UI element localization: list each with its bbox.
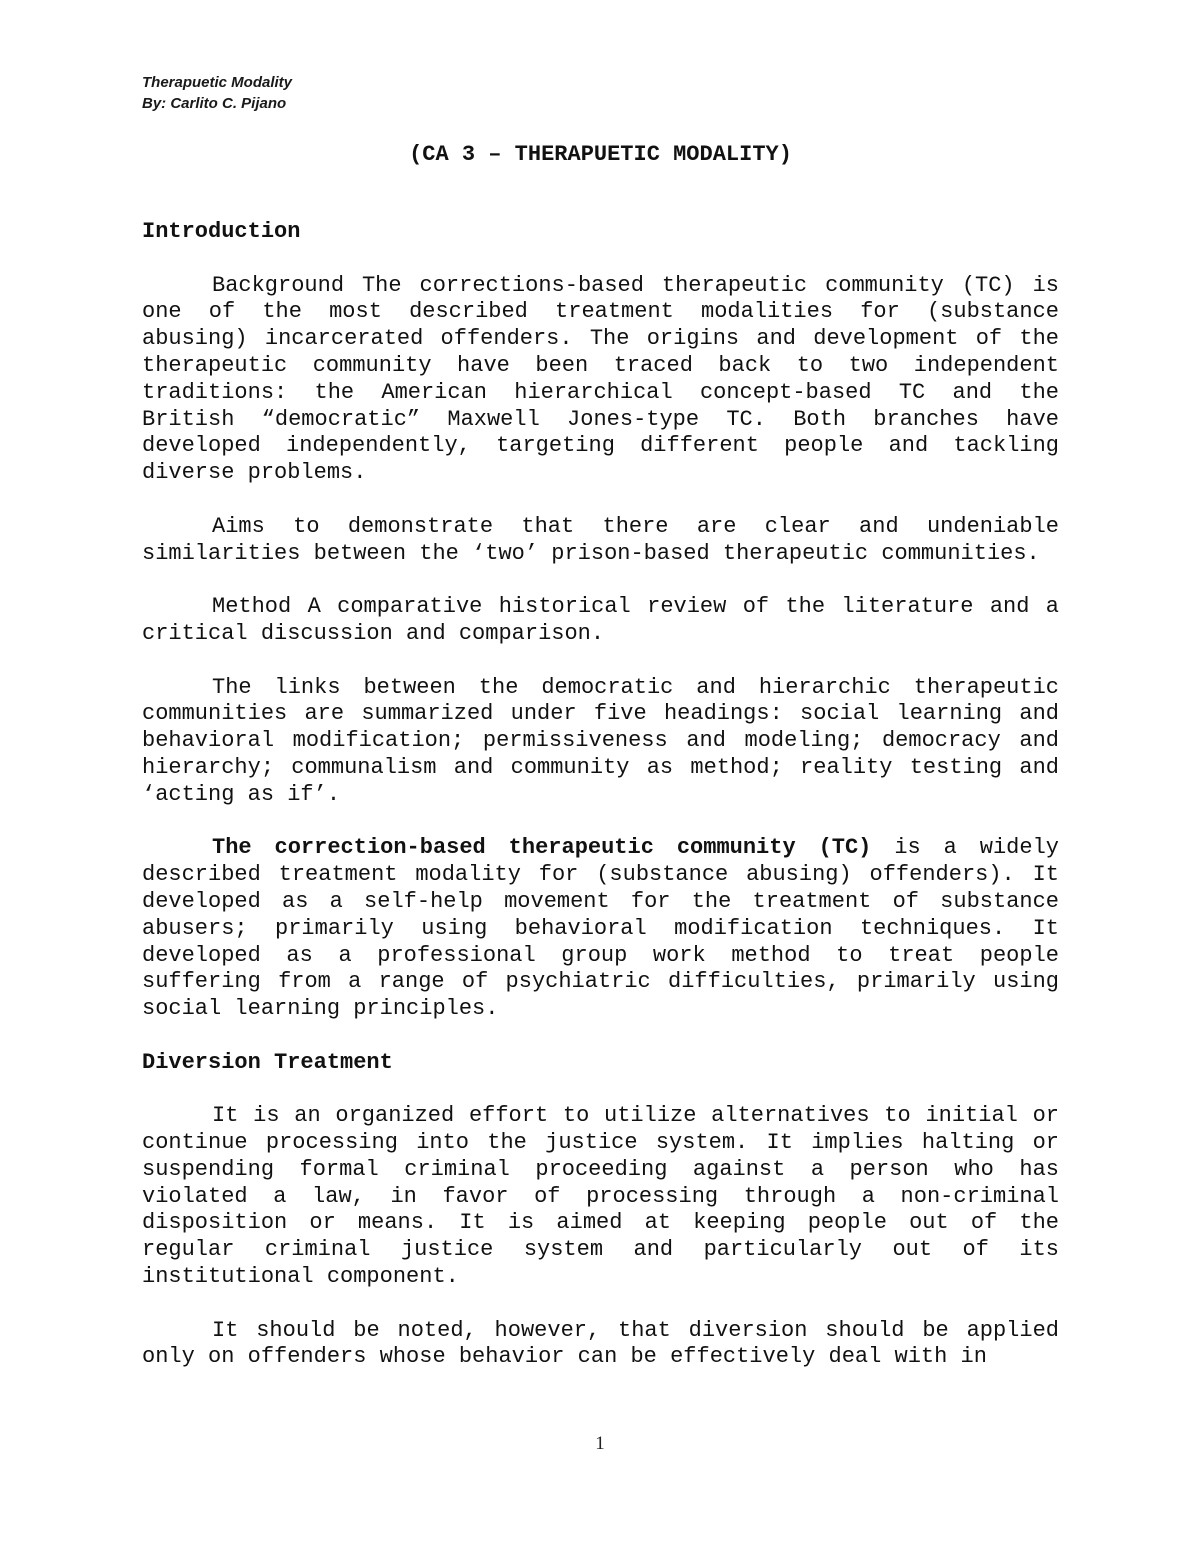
- paragraph-method: Method A comparative historical review of the literature and a critical discussion and comparison.: [142, 594, 1059, 646]
- document-body: [142, 139, 1059, 1371]
- term-correction-based-tc: The correction-based therapeutic community (TC): [212, 835, 872, 861]
- page-number: 1: [595, 1433, 605, 1454]
- paragraph-background: Background The corrections-based therapeutic community (TC) is one of the most described treatment modalities for (substance abusing) incarcerated offenders. The origins and development of the therapeutic community have been traced back to two independent traditions: the American hierarchical concept-based TC and the British “democratic” Maxwell Jones-type TC. Both branches have developed independently, targeting different people and tackling diverse problems.: [142, 272, 1059, 486]
- paragraph-diversion-definition: It is an organized effort to utilize alternatives to initial or continue processing into the justice system. It implies halting or suspending formal criminal proceeding against a person who has violated a law, in favor of processing through a non-criminal disposition or means. It is aimed at keeping people out of the regular criminal justice system and particularly out of its institutional component.: [142, 1103, 1059, 1290]
- document-title: (CA 3 – THERAPUETIC MODALITY): [409, 142, 792, 167]
- running-header: [142, 72, 292, 114]
- section-heading-diversion: Diversion Treatment: [142, 1049, 393, 1075]
- section-heading-introduction: Introduction: [142, 219, 301, 244]
- paragraph-aims: Aims to demonstrate that there are clear and undeniable similarities between the ‘two’ prison-based therapeutic communities.: [142, 513, 1059, 566]
- paragraph-diversion-note: It should be noted, however, that diversion should be applied only on offenders whose behavior can be effectively deal with in: [142, 1317, 1059, 1370]
- header-title: Therapuetic Modality: [142, 74, 293, 91]
- header-author: By: Carlito C. Pijano: [142, 95, 287, 112]
- paragraph-correction-based-tc: [142, 835, 1059, 1023]
- paragraph-correction-based-tc-text: is a widely described treatment modality for (substance abusing) offenders). It developed as a self-help movement for the treatment of substance abusers; primarily using behavioral modification techniques. It developed as a professional group work method to treat people suffering from a range of psychiatric difficulties, primarily using social learning principles.: [142, 835, 1059, 1022]
- paragraph-links: The links between the democratic and hierarchic therapeutic communities are summarized under five headings: social learning and behavioral modification; permissiveness and modeling; democracy and hierarchy; communalism and community as method; reality testing and ‘acting as if’.: [142, 674, 1059, 807]
